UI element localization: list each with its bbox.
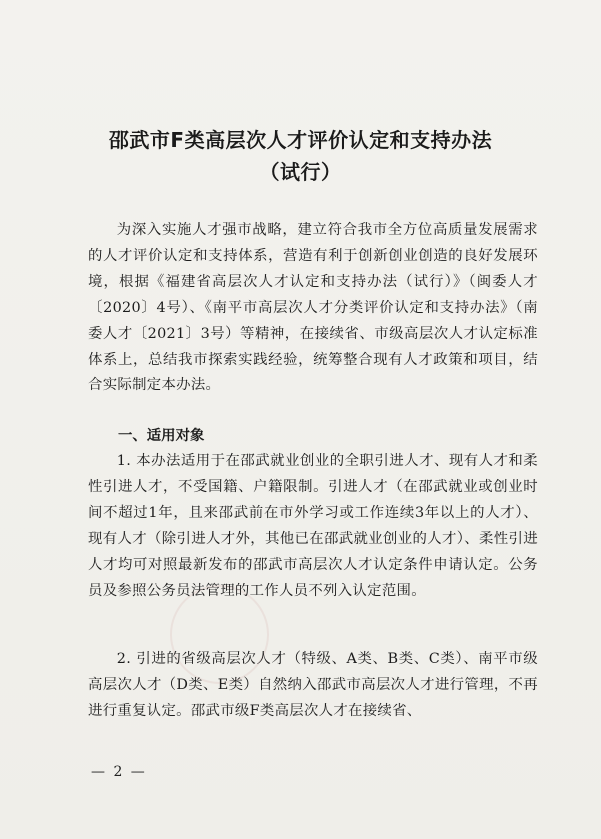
clause-1-paragraph: 1. 本办法适用于在邵武就业创业的全职引进人才、现有人才和柔性引进人才，不受国籍、户籍限制。引进人才（在邵武就业或创业时间不超过1年，且来邵武前在市外学习或工作连续3年以上的人才）、现有人才（除引进人才外，其他已在邵武就业创业的人才）、柔性引进人才均可对照最新发布的邵武市高层次人才认定条件申请认定。公务员及参照公务员法管理的工作人员不列入认定范围。 [88,453,538,599]
document-title: 邵武市F类高层次人才评价认定和支持办法 [108,128,493,152]
intro-paragraph: 为深入实施人才强市战略，建立符合我市全方位高质量发展需求的人才评价认定和支持体系，营造有利于创新创业创造的良好发展环境，根据《福建省高层次人才认定和支持办法（试行）》（闽委人才〔2020〕4号）、《南平市高层次人才分类评价认定和支持办法》（南委人才〔2021〕3号）等精神，在接续省、市级高层次人才认定标准体系上，总结我市探索实践经验，统筹整合现有人才政策和项目，结合实际制定本办法。 [88,222,538,394]
document-title-subtitle: （试行） [259,160,342,184]
section-heading: 一、适用对象 [118,428,205,444]
clause-2-paragraph: 2. 引进的省级高层次人才（特级、A类、B类、C类）、南平市级高层次人才（D类、E类）自然纳入邵武市高层次人才进行管理，不再进行重复认定。邵武市级F类高层次人才在接续省、 [88,651,538,719]
page-number: — 2 — [91,764,147,780]
